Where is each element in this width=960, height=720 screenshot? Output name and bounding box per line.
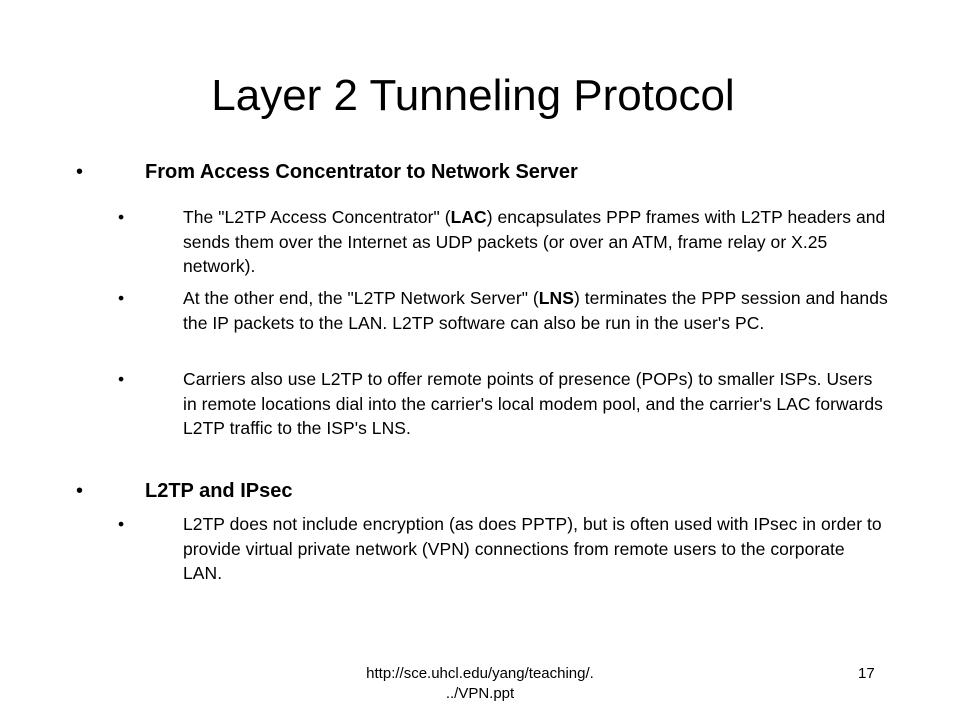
- bullet-icon: •: [76, 480, 84, 502]
- list-item-text: The "L2TP Access Concentrator" (LAC) encapsulates PPP frames with L2TP headers and sends them over the Internet as UDP packets (or over an ATM, frame relay or X.25 network).: [183, 207, 886, 276]
- list-item-text: Carriers also use L2TP to offer remote points of presence (POPs) to smaller ISPs. Users in remote locations dial into the carrier's local modem pool, and the carrier's LAC forwards L2TP traffic to the ISP's LNS.: [183, 369, 883, 438]
- list-item-text: L2TP does not include encryption (as does PPTP), but is often used with IPsec in order to provide virtual private network (VPN) connections from remote users to the corporate LAN.: [183, 514, 882, 583]
- list-item-carriers: [118, 367, 888, 441]
- footer-url: [330, 664, 630, 704]
- list-item-ipsec: [118, 512, 888, 586]
- term-lac: LAC: [450, 207, 487, 227]
- section-heading-text: From Access Concentrator to Network Server: [145, 161, 578, 183]
- list-item-text: At the other end, the "L2TP Network Server" (LNS) terminates the PPP session and hands the IP packets to the LAN. L2TP software can also be run in the user's PC.: [183, 288, 888, 333]
- list-item-lac: [118, 205, 888, 279]
- page-number: 17: [858, 665, 875, 682]
- footer-url-line-1: http://sce.uhcl.edu/yang/teaching/.: [366, 665, 594, 682]
- footer-url-line-2: ../VPN.ppt: [445, 685, 515, 702]
- bullet-icon: •: [118, 288, 125, 308]
- list-item-lns: [118, 286, 888, 335]
- bullet-icon: •: [118, 369, 125, 389]
- bullet-icon: •: [76, 161, 84, 183]
- bullet-icon: •: [118, 207, 125, 227]
- slide-title: Layer 2 Tunneling Protocol: [211, 71, 735, 120]
- term-lns: LNS: [538, 288, 574, 308]
- section-heading-text: L2TP and IPsec: [145, 480, 293, 502]
- bullet-icon: •: [118, 514, 125, 534]
